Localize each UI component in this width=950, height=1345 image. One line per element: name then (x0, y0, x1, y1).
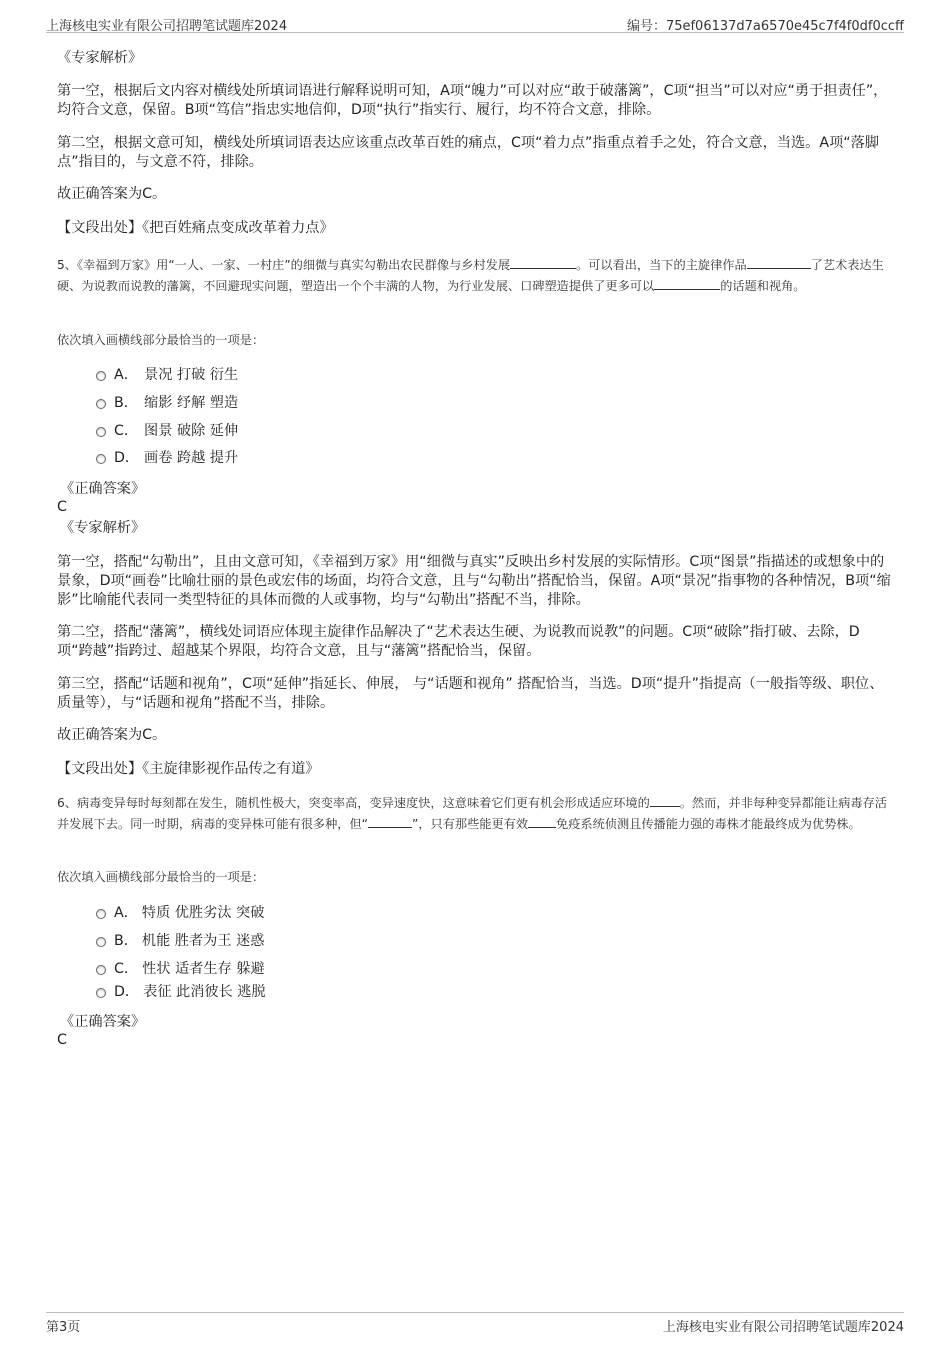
q4-analysis-title: 《专家解析》 (57, 50, 143, 66)
q5-option-a[interactable]: A． 景况 打破 衍生 (96, 366, 238, 384)
blank-2 (368, 816, 412, 828)
q5-answer: C (57, 499, 67, 515)
q5-analysis-p3: 第三空，搭配“话题和视角”，C项“延伸”指延长、伸展， 与“话题和视角” 搭配恰当，当选。D项“提升”指提高（一般指等级、职位、质量等），与“话题和视角”搭配不当，排除。 (57, 676, 884, 711)
q5-option-c[interactable]: C． 图景 破除 延伸 (96, 422, 238, 440)
blank-3 (528, 816, 556, 828)
radio-icon[interactable] (96, 399, 106, 409)
q5-option-d[interactable]: D． 画卷 跨越 提升 (96, 449, 238, 467)
q5-conclusion: 故正确答案为C。 (57, 727, 167, 743)
q5-stem: 5、《幸福到万家》用“一人、一家、一村庄”的细微与真实勾勒出农民群像与乡村发展 。可以看出，当下的主旋律作品 了艺术表达生硬、为说教而说教的藩篱，不回避现实问题，塑造出一个个丰满的人物，为行业发展、口碑塑造提供了更多可以 的话题和视角。 (57, 258, 884, 293)
blank-3 (654, 278, 720, 290)
radio-icon[interactable] (96, 427, 106, 437)
q6-hint: 依次填入画横线部分最恰当的一项是： (57, 870, 265, 884)
q5-option-b[interactable]: B． 缩影 纾解 塑造 (96, 394, 238, 412)
page-footer (46, 1312, 904, 1337)
q5-answer-title: 《正确答案》 (60, 481, 146, 497)
blank-2 (747, 257, 811, 269)
radio-icon[interactable] (96, 909, 106, 919)
radio-icon[interactable] (96, 937, 106, 947)
q5-source: 【文段出处】《主旋律影视作品传之有道》 (57, 761, 320, 777)
radio-icon[interactable] (96, 988, 106, 998)
q6-option-a[interactable]: A． 特质 优胜劣汰 突破 (96, 904, 264, 922)
header-doc-id: 编号：75ef06137d7a6570e45c7f4f0df0ccff (626, 19, 904, 34)
q6-answer-title: 《正确答案》 (60, 1014, 146, 1030)
q6-option-c[interactable]: C． 性状 适者生存 躲避 (96, 960, 265, 978)
footer-title: 上海核电实业有限公司招聘笔试题库2024 (662, 1320, 904, 1335)
q6-option-d[interactable]: D． 表征 此消彼长 逃脱 (96, 983, 266, 1001)
q5-analysis-p2: 第二空，搭配“藩篱”，横线处词语应体现主旋律作品解决了“艺术表达生硬、为说教而说教”的问题。C项“破除”指打破、去除，D项“跨越”指跨过、超越某个界限，均符合文意，且与“藩篱”搭配恰当，保留。 (57, 624, 860, 659)
q4-analysis-p1: 第一空，根据后文内容对横线处所填词语进行解释说明可知，A项“魄力”可以对应“敢于破藩篱”，C项“担当”可以对应“勇于担责任”，均符合文意，保留。B项“笃信”指忠实地信仰，D项“执行”指实行、履行，均不符合文意，排除。 (57, 83, 888, 118)
q6-answer: C (57, 1032, 67, 1048)
header-title: 上海核电实业有限公司招聘笔试题库2024 (46, 19, 288, 34)
q6-option-b[interactable]: B． 机能 胜者为王 迷惑 (96, 932, 264, 950)
q5-hint: 依次填入画横线部分最恰当的一项是： (57, 333, 265, 347)
radio-icon[interactable] (96, 965, 106, 975)
q4-source: 【文段出处】《把百姓痛点变成改革着力点》 (57, 220, 334, 236)
q5-analysis-p1: 第一空，搭配“勾勒出”，且由文意可知，《幸福到万家》用“细微与真实”反映出乡村发展的实际情形。C项“图景”指描述的或想象中的景象，D项“画卷”比喻壮丽的景色或宏伟的场面，均符合文意，且与“勾勒出”搭配恰当，保留。A项“景况”指事物的各种情况，B项“缩影”比喻能代表同一类型特征的具体而微的人或事物，均与“勾勒出”搭配不当，排除。 (57, 554, 891, 608)
q4-conclusion: 故正确答案为C。 (57, 186, 167, 202)
blank-1 (650, 795, 680, 807)
page-header (46, 12, 904, 33)
q6-stem: 6、病毒变异每时每刻都在发生，随机性极大，突变率高，变异速度快，这意味着它们更有机会形成适应环境的 。然而，并非每种变异都能让病毒存活并发展下去。同一时期，病毒的变异株可能有很多种，但“ ”，只有那些能更有效 免疫系统侦测且传播能力强的毒株才能最终成为优势株。 (57, 796, 887, 831)
blank-1 (510, 257, 576, 269)
radio-icon[interactable] (96, 371, 106, 381)
page-number: 第3页 (46, 1320, 81, 1335)
q4-analysis-p2: 第二空，根据文意可知，横线处所填词语表达应该重点改革百姓的痛点，C项“着力点”指重点着手之处，符合文意，当选。A项“落脚点”指目的，与文意不符，排除。 (57, 135, 879, 170)
radio-icon[interactable] (96, 454, 106, 464)
q5-analysis-title: 《专家解析》 (60, 520, 146, 536)
